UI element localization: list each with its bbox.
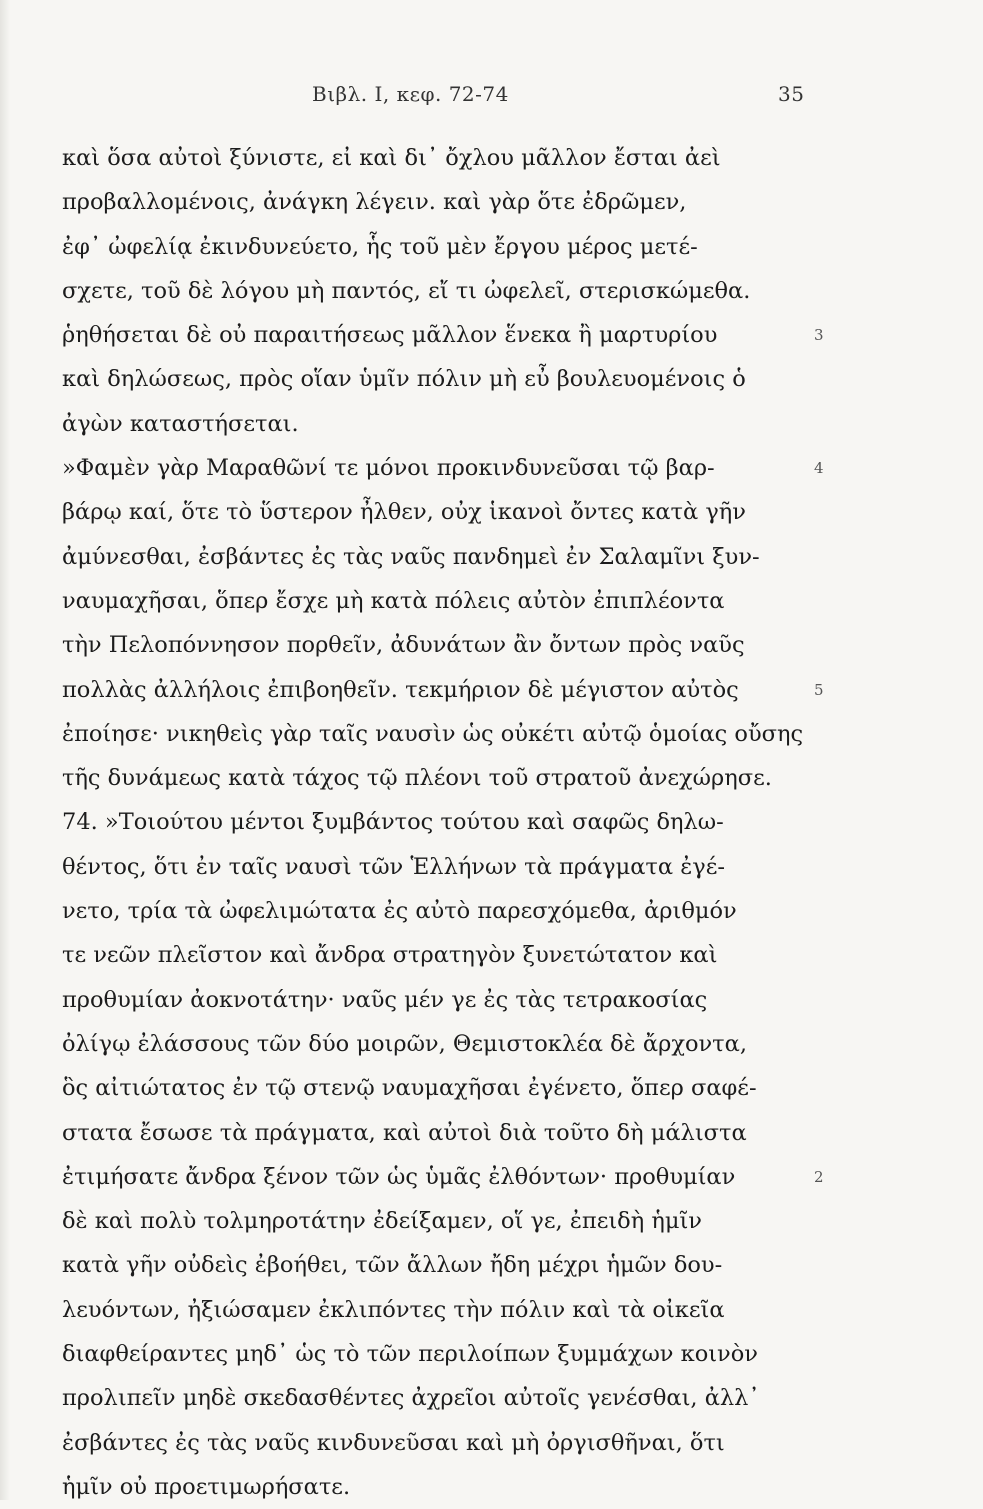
scan-edge-shadow bbox=[0, 0, 10, 1500]
text-line bbox=[62, 1243, 804, 1287]
text-line bbox=[62, 180, 804, 224]
text-line bbox=[62, 136, 804, 180]
running-head: Βιβλ. Ι, κεφ. 72-74 bbox=[312, 82, 509, 106]
margin-section-number: 5 bbox=[814, 680, 824, 699]
line-text: τῆς δυνάμεως κατὰ τάχος τῷ πλέονι τοῦ στρατοῦ ἀνεχώρησε. bbox=[62, 765, 772, 792]
line-text: ἀγὼν καταστήσεται. bbox=[62, 410, 299, 437]
line-text: βάρῳ καί, ὅτε τὸ ὕστερον ἦλθεν, οὐχ ἱκανοὶ ὄντες κατὰ γῆν bbox=[62, 499, 746, 526]
text-line bbox=[62, 269, 804, 313]
line-text: προθυμίαν ἀοκνοτάτην· ναῦς μέν γε ἐς τὰς τετρακοσίας bbox=[62, 986, 708, 1013]
text-line bbox=[62, 1421, 804, 1465]
text-line bbox=[62, 1111, 804, 1155]
line-text: στατα ἔσωσε τὰ πράγματα, καὶ αὐτοὶ διὰ τοῦτο δὴ μάλιστα bbox=[62, 1119, 747, 1146]
line-text: τὴν Πελοπόννησον πορθεῖν, ἀδυνάτων ἂν ὄντων πρὸς ναῦς bbox=[62, 632, 745, 659]
text-line bbox=[62, 1465, 804, 1509]
text-line bbox=[62, 535, 804, 579]
line-text: καὶ ὅσα αὐτοὶ ξύνιστε, εἰ καὶ δι᾽ ὄχλου μᾶλλον ἔσται ἀεὶ bbox=[62, 145, 721, 171]
text-line bbox=[62, 1332, 804, 1376]
line-text: ἡμῖν οὐ προετιμωρήσατε. bbox=[62, 1473, 351, 1500]
line-text: καὶ δηλώσεως, πρὸς οἵαν ὑμῖν πόλιν μὴ εὖ βουλευομένοις ὁ bbox=[62, 366, 746, 393]
text-line bbox=[62, 623, 804, 667]
margin-section-number: 3 bbox=[814, 326, 824, 345]
line-text: προλιπεῖν μηδὲ σκεδασθέντες ἀχρεῖοι αὐτοῖς γενέσθαι, ἀλλ᾽ bbox=[62, 1385, 760, 1412]
text-line bbox=[62, 357, 804, 401]
page-header bbox=[0, 76, 983, 116]
line-text: τε νεῶν πλεῖστον καὶ ἄνδρα στρατηγὸν ξυνετώτατον καὶ bbox=[62, 942, 718, 969]
text-line bbox=[62, 1288, 804, 1332]
line-text: προβαλλομένοις, ἀνάγκη λέγειν. καὶ γὰρ ὅτε ἐδρῶμεν, bbox=[62, 189, 687, 216]
text-line bbox=[62, 933, 804, 977]
line-text: λευόντων, ἠξιώσαμεν ἐκλιπόντες τὴν πόλιν καὶ τὰ οἰκεῖα bbox=[62, 1296, 725, 1323]
line-text: ἐποίησε· νικηθεὶς γὰρ ταῖς ναυσὶν ὡς οὐκέτι αὐτῷ ὁμοίας οὔσης bbox=[62, 720, 804, 747]
line-text: πολλὰς ἀλλήλοις ἐπιβοηθεῖν. τεκμήριον δὲ μέγιστον αὐτὸς bbox=[62, 676, 739, 703]
page-number: 35 bbox=[778, 82, 805, 106]
line-text: 74. »Τοιούτου μέντοι ξυμβάντος τούτου καὶ σαφῶς δηλω- bbox=[62, 809, 724, 836]
line-text: θέντος, ὅτι ἐν ταῖς ναυσὶ τῶν Ἑλλήνων τὰ πράγματα ἐγέ- bbox=[62, 853, 726, 880]
text-line bbox=[62, 889, 804, 933]
text-line bbox=[62, 712, 804, 756]
text-line bbox=[62, 978, 804, 1022]
line-text: κατὰ γῆν οὐδεὶς ἐβοήθει, τῶν ἄλλων ἤδη μέχρι ἡμῶν δου- bbox=[62, 1252, 723, 1279]
line-text: νετο, τρία τὰ ὠφελιμώτατα ἐς αὐτὸ παρεσχόμεθα, ἀριθμόν bbox=[62, 898, 737, 925]
text-line bbox=[62, 1022, 804, 1066]
text-line bbox=[62, 225, 804, 269]
line-text: ἐτιμήσατε ἄνδρα ξένον τῶν ὡς ὑμᾶς ἐλθόντων· προθυμίαν bbox=[62, 1163, 736, 1190]
margin-section-number: 4 bbox=[814, 459, 824, 478]
line-text: »Φαμὲν γὰρ Μαραθῶνί τε μόνοι προκινδυνεῦσαι τῷ βαρ- bbox=[62, 455, 715, 482]
line-text: δὲ καὶ πολὺ τολμηροτάτην ἐδείξαμεν, οἵ γε, ἐπειδὴ ἡμῖν bbox=[62, 1208, 702, 1235]
text-line bbox=[62, 1376, 804, 1420]
line-text: ἐσβάντες ἐς τὰς ναῦς κινδυνεῦσαι καὶ μὴ ὀργισθῆναι, ὅτι bbox=[62, 1429, 725, 1456]
line-text: ἐφ᾽ ὠφελίᾳ ἐκινδυνεύετο, ἧς τοῦ μὲν ἔργου μέρος μετέ- bbox=[62, 233, 698, 260]
text-line bbox=[62, 845, 804, 889]
text-line bbox=[62, 579, 804, 623]
text-line bbox=[62, 1199, 804, 1243]
line-text: ῥηθήσεται δὲ οὐ παραιτήσεως μᾶλλον ἕνεκα ἢ μαρτυρίου bbox=[62, 322, 718, 349]
line-text: ναυμαχῆσαι, ὅπερ ἔσχε μὴ κατὰ πόλεις αὐτὸν ἐπιπλέοντα bbox=[62, 587, 725, 614]
text-line bbox=[62, 446, 824, 490]
line-text: ὃς αἰτιώτατος ἐν τῷ στενῷ ναυμαχῆσαι ἐγένετο, ὅπερ σαφέ- bbox=[62, 1075, 757, 1102]
line-text: ὀλίγῳ ἐλάσσους τῶν δύο μοιρῶν, Θεμιστοκλέα δὲ ἄρχοντα, bbox=[62, 1030, 747, 1057]
line-text: σχετε, τοῦ δὲ λόγου μὴ παντός, εἴ τι ὠφελεῖ, στερισκώμεθα. bbox=[62, 277, 751, 304]
text-line bbox=[62, 1066, 804, 1110]
text-line bbox=[62, 1155, 824, 1199]
text-line bbox=[62, 668, 824, 712]
body-text bbox=[62, 136, 824, 1509]
text-line bbox=[62, 402, 804, 446]
line-text: ἀμύνεσθαι, ἐσβάντες ἐς τὰς ναῦς πανδημεὶ ἐν Σαλαμῖνι ξυν- bbox=[62, 543, 760, 570]
text-line bbox=[62, 800, 804, 844]
text-line bbox=[62, 756, 804, 800]
margin-section-number: 2 bbox=[814, 1167, 824, 1186]
line-text: διαφθείραντες μηδ᾽ ὡς τὸ τῶν περιλοίπων ξυμμάχων κοινὸν bbox=[62, 1341, 758, 1368]
text-line bbox=[62, 490, 804, 534]
text-line bbox=[62, 313, 824, 357]
